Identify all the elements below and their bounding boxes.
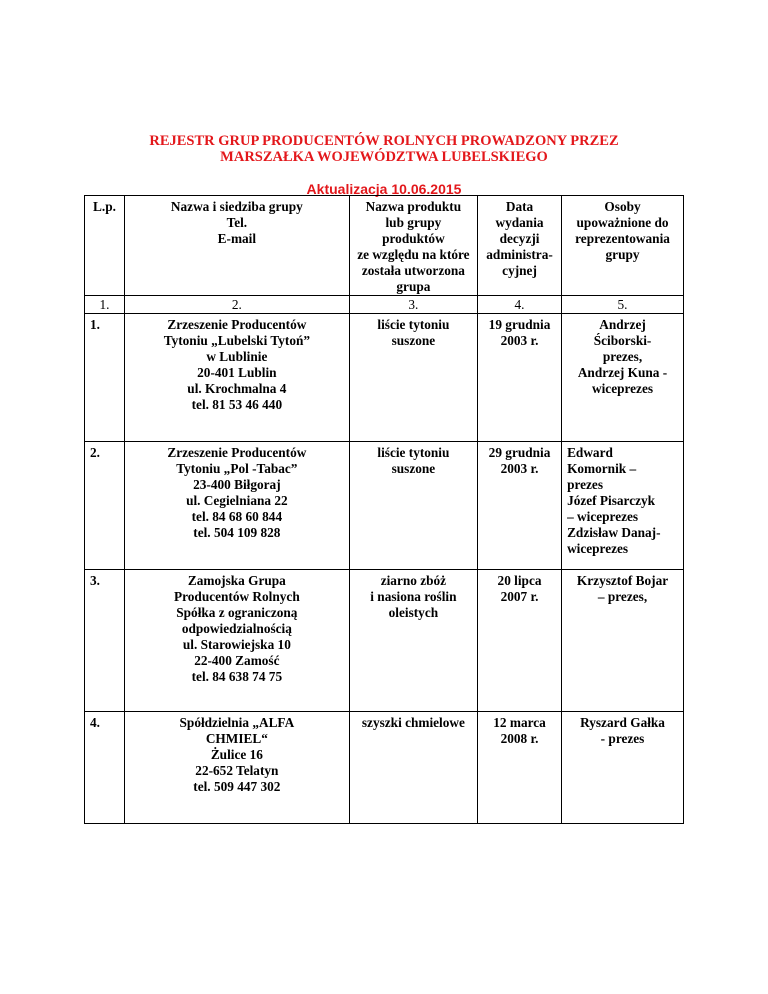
row-product: ziarno zbóż i nasiona roślin oleistych (349, 570, 477, 712)
table-row (85, 442, 684, 570)
header-persons: Osoby upoważnione do reprezentowania grupy (562, 196, 684, 296)
row-name: Zrzeszenie Producentów Tytoniu „Lubelski Tytoń” w Lublinie 20-401 Lublin ul. Krochmalna 4 tel. 81 53 46 440 (124, 314, 349, 442)
col-number-3: 3. (349, 296, 477, 314)
register-table (84, 195, 684, 824)
row-date: 19 grudnia 2003 r. (478, 314, 562, 442)
col-number-5: 5. (562, 296, 684, 314)
table-row (85, 570, 684, 712)
row-date: 29 grudnia 2003 r. (478, 442, 562, 570)
column-number-row (85, 296, 684, 314)
row-product: liście tytoniu suszone (349, 442, 477, 570)
col-number-2: 2. (124, 296, 349, 314)
update-date: Aktualizacja 10.06.2015 (306, 181, 462, 197)
row-lp: 2. (85, 442, 125, 570)
row-name: Zrzeszenie Producentów Tytoniu „Pol -Tabac” 23-400 Biłgoraj ul. Cegielniana 22 tel. 84 68 60 844 tel. 504 109 828 (124, 442, 349, 570)
title-line-2: MARSZAŁKA WOJEWÓDZTWA LUBELSKIEGO (220, 149, 548, 165)
header-name: Nazwa i siedziba grupy Tel. E-mail (124, 196, 349, 296)
row-persons: Edward Komornik – prezes Józef Pisarczyk – wiceprezes Zdzisław Danaj- wiceprezes (562, 442, 684, 570)
col-number-1: 1. (85, 296, 125, 314)
row-persons: Andrzej Ściborski- prezes, Andrzej Kuna - wiceprezes (562, 314, 684, 442)
table-row (85, 712, 684, 824)
header-product: Nazwa produktu lub grupy produktów ze względu na które została utworzona grupa (349, 196, 477, 296)
row-name: Zamojska Grupa Producentów Rolnych Spółka z ograniczoną odpowiedzialnością ul. Starowiejska 10 22-400 Zamość tel. 84 638 74 75 (124, 570, 349, 712)
register-title (0, 133, 768, 165)
table-row (85, 314, 684, 442)
row-name: Spółdzielnia „ALFA CHMIEL“ Żulice 16 22-652 Telatyn tel. 509 447 302 (124, 712, 349, 824)
row-product: liście tytoniu suszone (349, 314, 477, 442)
title-line-1: REJESTR GRUP PRODUCENTÓW ROLNYCH PROWADZONY PRZEZ (149, 133, 619, 149)
row-lp: 4. (85, 712, 125, 824)
row-product: szyszki chmielowe (349, 712, 477, 824)
header-lp: L.p. (85, 196, 125, 296)
row-lp: 1. (85, 314, 125, 442)
row-date: 12 marca 2008 r. (478, 712, 562, 824)
col-number-4: 4. (478, 296, 562, 314)
row-persons: Ryszard Gałka - prezes (562, 712, 684, 824)
row-date: 20 lipca 2007 r. (478, 570, 562, 712)
header-date: Data wydania decyzji administra- cyjnej (478, 196, 562, 296)
header-row (85, 196, 684, 296)
row-lp: 3. (85, 570, 125, 712)
row-persons: Krzysztof Bojar – prezes, (562, 570, 684, 712)
